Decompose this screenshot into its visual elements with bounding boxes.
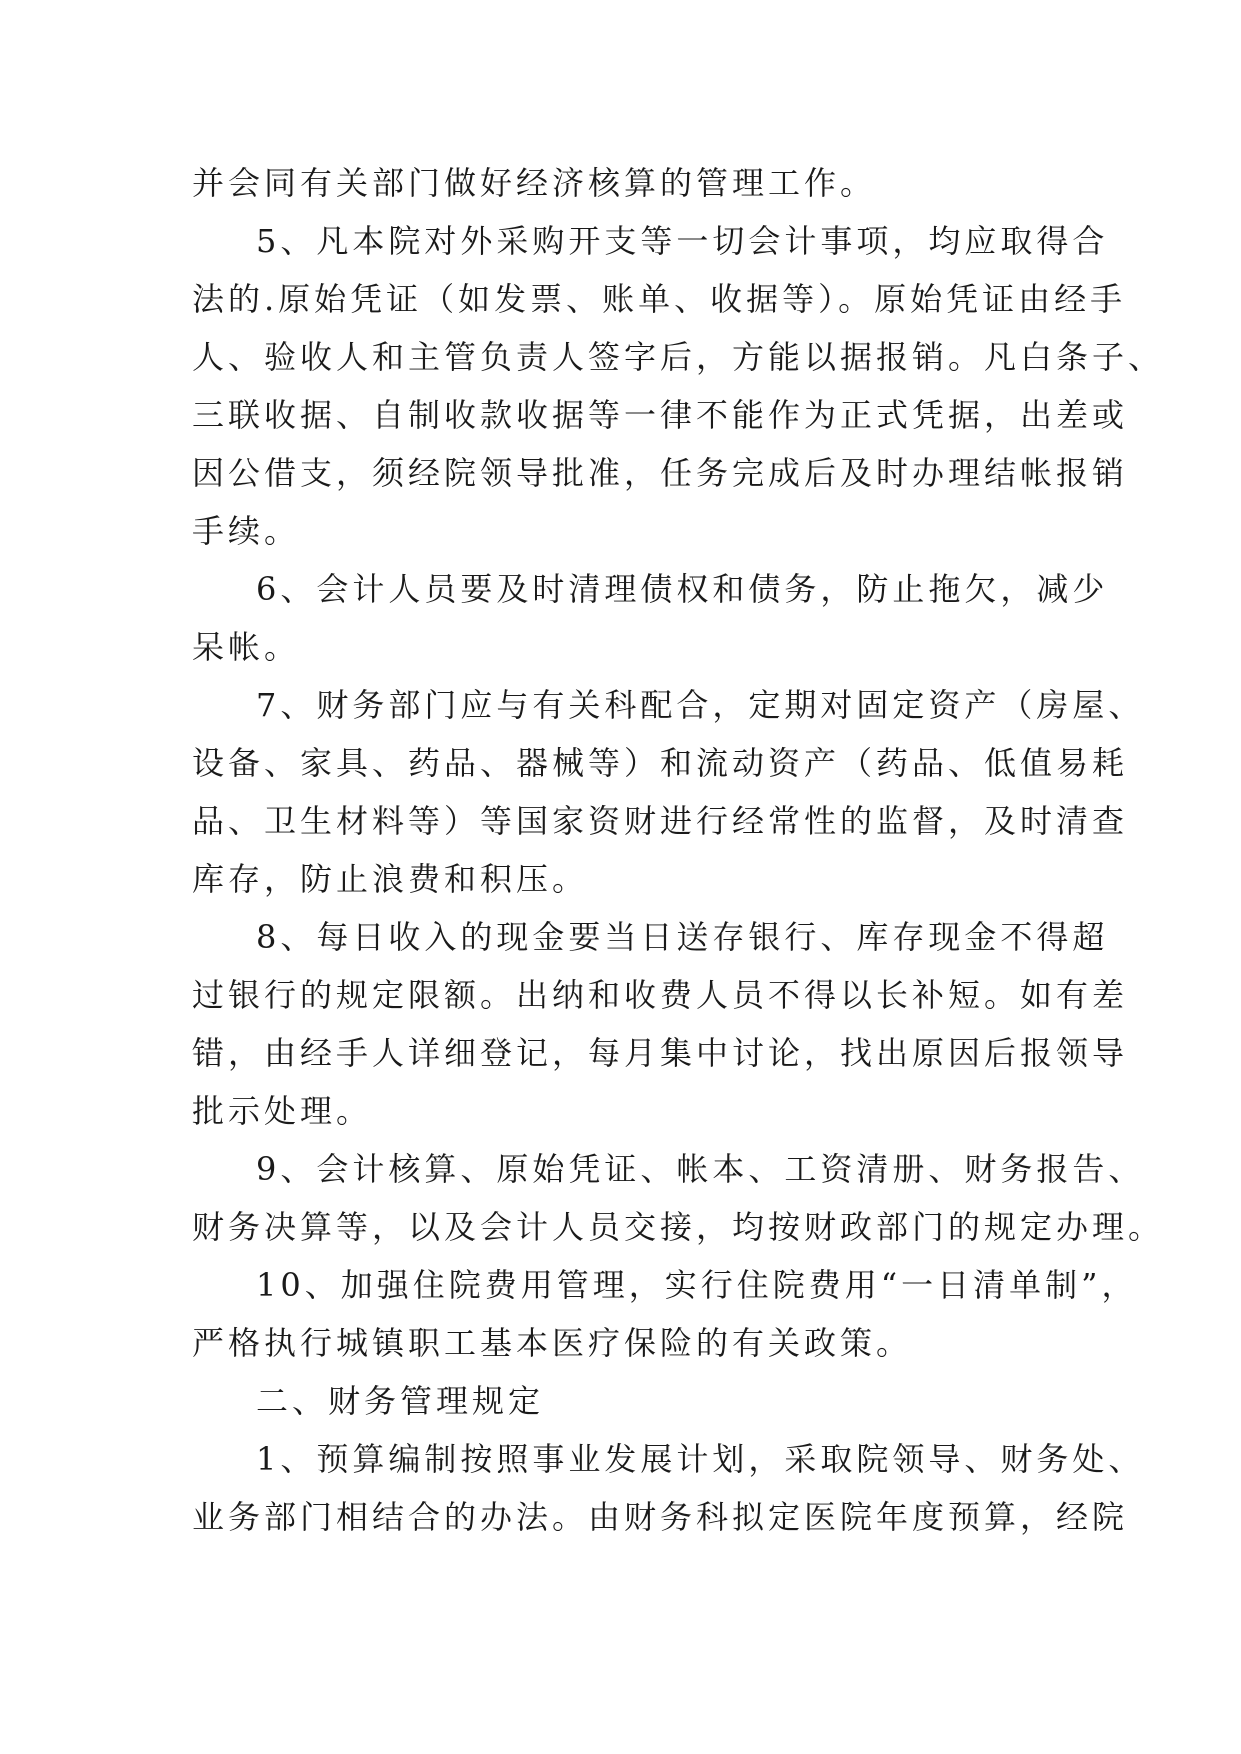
text-line: 6、会计人员要及时清理债权和债务，防止拖欠，减少 [256, 570, 1109, 608]
text-line: 设备、家具、药品、器械等）和流动资产（药品、低值易耗 [192, 744, 1129, 782]
text-line: 手续。 [192, 512, 301, 550]
text-line: 财务决算等，以及会计人员交接，均按财政部门的规定办理。 [192, 1208, 1165, 1246]
text-line: 并会同有关部门做好经济核算的管理工作。 [192, 164, 877, 202]
text-line: 因公借支，须经院领导批准，任务完成后及时办理结帐报销 [192, 454, 1129, 492]
text-line: 严格执行城镇职工基本医疗保险的有关政策。 [192, 1324, 913, 1362]
text-line: 库存，防止浪费和积压。 [192, 860, 589, 898]
text-line: 8、每日收入的现金要当日送存银行、库存现金不得超 [256, 918, 1109, 956]
text-line: 品、卫生材料等）等国家资财进行经常性的监督，及时清查 [192, 802, 1129, 840]
text-line: 5、凡本院对外采购开支等一切会计事项，均应取得合 [256, 222, 1109, 260]
text-line: 人、验收人和主管负责人签字后，方能以据报销。凡白条子、 [192, 338, 1165, 376]
text-line: 1、预算编制按照事业发展计划，采取院领导、财务处、 [256, 1440, 1145, 1478]
text-line: 7、财务部门应与有关科配合，定期对固定资产（房屋、 [256, 686, 1145, 724]
text-line: 业务部门相结合的办法。由财务科拟定医院年度预算，经院 [192, 1498, 1129, 1536]
text-line: 呆帐。 [192, 628, 301, 666]
text-line: 法的.原始凭证（如发票、账单、收据等）。原始凭证由经手 [192, 280, 1127, 318]
text-line: 批示处理。 [192, 1092, 373, 1130]
document-body [192, 154, 1165, 1546]
section-heading: 二、财务管理规定 [256, 1382, 545, 1420]
text-line: 错，由经手人详细登记，每月集中讨论，找出原因后报领导 [192, 1034, 1129, 1072]
text-line: 10、加强住院费用管理，实行住院费用“一日清单制”， [256, 1266, 1138, 1304]
text-line: 过银行的规定限额。出纳和收费人员不得以长补短。如有差 [192, 976, 1129, 1014]
text-line: 9、会计核算、原始凭证、帐本、工资清册、财务报告、 [256, 1150, 1145, 1188]
text-line: 三联收据、自制收款收据等一律不能作为正式凭据，出差或 [192, 396, 1129, 434]
